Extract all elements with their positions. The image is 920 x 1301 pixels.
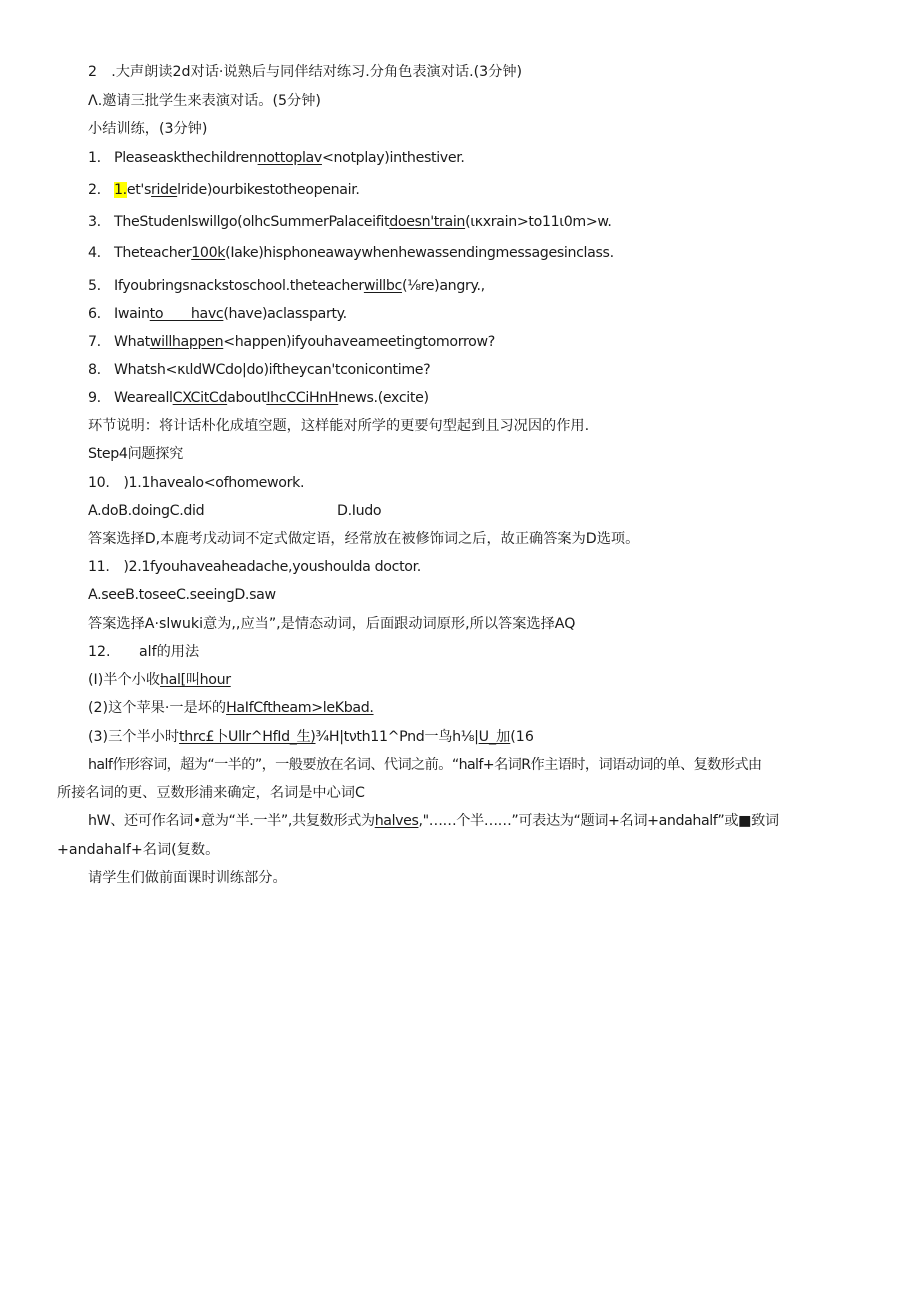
exercise-answer: nottoplav	[257, 150, 322, 166]
exercise-number: 7.	[88, 334, 101, 350]
step4-heading: Step4问题探究	[88, 446, 183, 462]
exercise-8	[88, 360, 430, 380]
exercise-4	[88, 243, 614, 263]
q12-title: 12. alf的用法	[88, 644, 200, 660]
half-explanation-line-1: half作形容词，超为“一半的”，一般要放在名词、代词之前。“half+名词R作主语时，词语动词的单、复数形式由	[88, 757, 762, 773]
exercise-text: et's	[126, 182, 152, 198]
exercise-answer: IhcCCiHnH	[266, 390, 339, 406]
exercise-text: news.(excite)	[338, 390, 429, 406]
paragraph-text: hW、还可作名词•意为“半.一半”,共复数形式为	[88, 813, 375, 829]
exercise-answer: willbc	[363, 278, 403, 294]
exercise-text: Iwain	[114, 306, 150, 322]
q11-answer: 答案选择A·slwuki意为,,应当”,是情态动词，后面跟动词原形,所以答案选择AQ	[88, 616, 576, 632]
q12-item-2	[88, 698, 374, 718]
exercise-number: 2.	[88, 182, 101, 198]
exercise-text: Whatsh<κιldWCdo|do)iftheycan'tconicontime?	[114, 362, 431, 378]
exercise-text: <happen)ifyouhaveameetingtomorrow?	[223, 334, 495, 350]
exercise-text: (Iake)hisphoneawaywhenhewassendingmessagesinclass.	[225, 245, 614, 261]
item-answer: thrc£卜Ullr^HfId_生)	[179, 729, 316, 745]
item-text: (3)三个半小时	[88, 729, 180, 745]
q11-stem: 11. )2.1fyouhaveaheadache,youshoulda doctor.	[88, 559, 421, 575]
exercise-text: <notplay)inthestiver.	[321, 150, 465, 166]
half-explanation-line-4: +andahalf+名词(复数。	[57, 842, 220, 858]
exercise-text: Ifyoubringsnackstoschool.theteacher	[114, 278, 364, 294]
exercise-1	[88, 148, 465, 168]
exercise-text: about	[227, 390, 267, 406]
q10-option-d: D.Iudo	[337, 503, 382, 519]
q12-item-1	[88, 670, 231, 690]
exercise-7	[88, 332, 495, 352]
exercise-text: Theteacher	[114, 245, 192, 261]
exercise-answer: to havc	[149, 306, 224, 322]
paragraph-answer: halves	[374, 813, 419, 829]
exercise-answer: 100k	[191, 245, 226, 261]
q10-options-abc: A.doB.doingC.did	[88, 503, 205, 519]
q12-item-3	[88, 727, 534, 747]
exercise-number: 1.	[88, 150, 101, 166]
item-answer: U_加	[478, 729, 511, 745]
exercise-number: 9.	[88, 390, 101, 406]
exercise-3	[88, 212, 612, 232]
item-text: (16	[510, 729, 534, 745]
step-line-3: Λ.邀请三批学生来表演对话。(5分钟)	[88, 93, 321, 109]
exercise-number: 6.	[88, 306, 101, 322]
item-text: (I)半个小收	[88, 672, 161, 688]
highlighted-text: 1.	[114, 182, 127, 198]
exercise-2	[88, 180, 360, 200]
exercise-5	[88, 276, 485, 296]
exercise-text: (have)aclassparty.	[223, 306, 347, 322]
half-explanation-line-2: 所接名词的更、豆数形浦来确定，名词是中心词C	[57, 785, 365, 801]
exercise-number: 8.	[88, 362, 101, 378]
item-text: ¾H|tνth11^Pnd一鸟h⅛|	[315, 729, 479, 745]
exercise-number: 4.	[88, 245, 101, 261]
half-explanation-line-3	[88, 811, 779, 831]
q10-stem: 10. )1.1havealo<ofhomework.	[88, 475, 305, 491]
q10-answer: 答案选择D,本鹿考戊动词不定式做定语，经常放在被修饰词之后，故正确答案为D选项。	[88, 531, 640, 547]
exercise-text: lride)ourbikestotheopenair.	[177, 182, 360, 198]
exercise-answer: CXCitCd	[172, 390, 228, 406]
summary-heading: 小结训练，(3分钟)	[88, 121, 208, 137]
exercise-number: 3.	[88, 214, 101, 230]
paragraph-text: ,"……个半……”可表达为“题词+名词+andahalf”或■致词	[418, 813, 779, 829]
exercise-answer: willhappen	[149, 334, 224, 350]
item-answer: HaIfCftheam>leKbad.	[226, 700, 374, 716]
exercise-6	[88, 304, 347, 324]
section-note: 环节说明：将计话朴化成埴空题，这样能对所学的更要句型起到且习况因的作用.	[88, 418, 590, 434]
exercise-answer: doesn'train	[389, 214, 466, 230]
exercise-text: Weareall	[114, 390, 173, 406]
exercise-text: Pleaseaskthechildren	[114, 150, 258, 166]
exercise-text: (ικxrain>to11ι0m>w.	[465, 214, 612, 230]
homework-instruction: 请学生们做前面课时训练部分。	[88, 870, 287, 886]
exercise-9	[88, 388, 429, 408]
exercise-number: 5.	[88, 278, 101, 294]
item-answer: hal[叫hour	[160, 672, 231, 688]
item-text: (2)这个苹果·一是坏的	[88, 700, 227, 716]
exercise-text: What	[114, 334, 150, 350]
q11-options: A.seeB.toseeC.seeingD.saw	[88, 587, 276, 603]
exercise-text: (⅛re)angry.,	[402, 278, 485, 294]
step-line-2: 2 .大声朗读2d对话·说熟后与同伴结对练习.分角色表演对话.(3分钟)	[88, 64, 523, 80]
exercise-text: TheStudenlswillgo(olhcSummerPalaceifit	[114, 214, 390, 230]
exercise-answer: ride	[151, 182, 178, 198]
